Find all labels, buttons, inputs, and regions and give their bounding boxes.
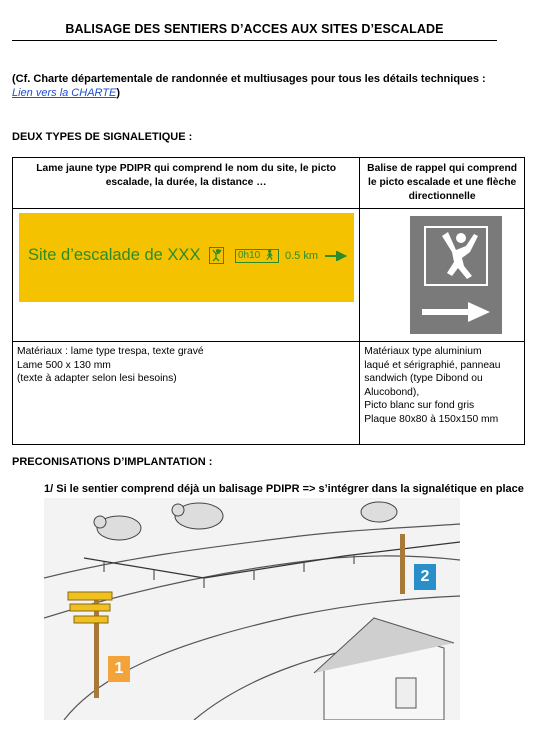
direction-arrow-icon <box>325 251 349 261</box>
materials-line: (texte à adapter selon lesi besoins) <box>17 373 177 384</box>
document-title: BALISAGE DES SENTIERS D’ACCES AUX SITES D’ESCALADE <box>65 22 444 36</box>
badge-1: 1 <box>108 656 130 682</box>
signage-table <box>12 157 525 445</box>
materials-line: sandwich (type Dibond ou <box>364 373 483 384</box>
climbing-picto-icon <box>209 247 224 264</box>
section-heading-signaletique: DEUX TYPES DE SIGNALETIQUE : <box>12 131 193 143</box>
materials-line: Alucobond), <box>364 386 420 398</box>
trail-illustration <box>44 498 460 720</box>
materials-line: Lame 500 x 130 mm <box>17 359 111 371</box>
materials-line: Matériaux : lame type trespa, texte gravé <box>17 346 204 357</box>
sign-site-text: Site d’escalade de XXX <box>28 246 201 264</box>
materials-line: Plaque 80x80 à 150x150 mm <box>364 413 499 425</box>
badge-2: 2 <box>414 564 436 590</box>
charte-suffix: ) <box>116 87 121 99</box>
charte-reference <box>12 72 502 100</box>
grey-balise <box>410 216 502 334</box>
materials-line: Picto blanc sur fond gris <box>364 400 475 411</box>
col1-materials <box>13 342 360 445</box>
title-underline <box>12 40 497 41</box>
climber-icon <box>428 228 484 282</box>
step-1-text: 1/ Si le sentier comprend déjà un balisage PDIPR => s’intégrer dans la signalétique en place <box>44 483 524 495</box>
yellow-sign-cell <box>13 209 360 342</box>
materials-line: laqué et sérigraphié, panneau <box>364 359 501 371</box>
col2-header: Balise de rappel qui comprend le picto escalade et une flèche directionnelle <box>360 158 525 209</box>
col2-materials <box>360 342 525 445</box>
charte-link[interactable]: Lien vers la CHARTE <box>12 87 117 99</box>
yellow-sign <box>19 213 354 302</box>
grey-balise-cell <box>360 209 525 342</box>
sign-distance: 0.5 km <box>285 250 319 262</box>
sign-time: 0h10 🚶︎ <box>235 249 279 263</box>
trail-landscape-drawing <box>44 498 460 720</box>
hiker-icon: 🚶︎ <box>263 250 276 261</box>
col1-header: Lame jaune type PDIPR qui comprend le nom du site, le picto escalade, la durée, la distance … <box>13 158 360 209</box>
charte-prefix: (Cf. Charte départementale de randonnée et multiusages pour tous les détails techniques : <box>12 73 486 85</box>
balise-arrow-icon <box>422 300 492 324</box>
section-heading-preconisations: PRECONISATIONS D’IMPLANTATION : <box>12 456 213 468</box>
materials-line: Matériaux type aluminium <box>364 346 482 357</box>
